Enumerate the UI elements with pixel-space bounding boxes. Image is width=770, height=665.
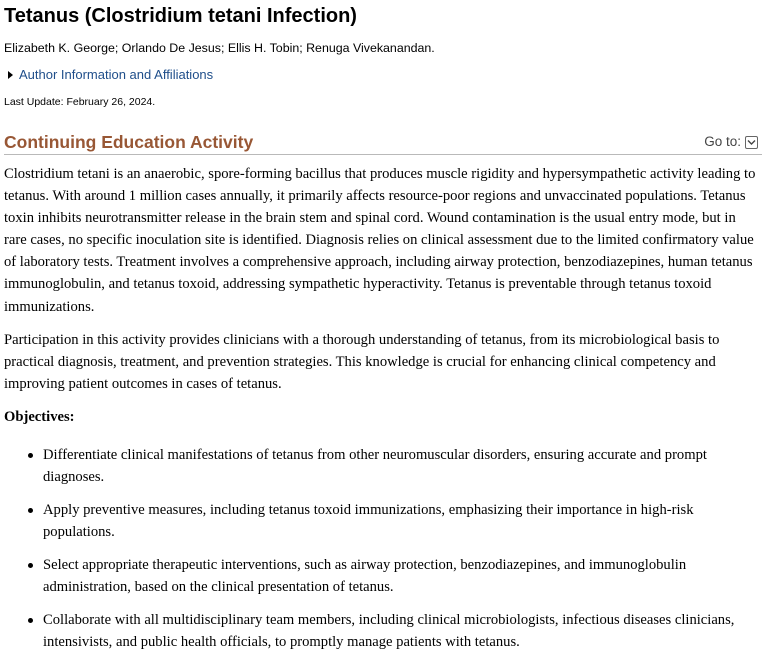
objectives-list: [0, 444, 761, 664]
bullet-icon: [28, 453, 33, 458]
last-update-label: Last Update:: [4, 96, 64, 108]
objectives-heading: Objectives:: [4, 409, 75, 425]
list-item: [0, 444, 761, 488]
section-divider: [4, 154, 762, 155]
triangle-right-icon: [8, 71, 13, 79]
goto-label: Go to:: [704, 134, 741, 149]
author-affiliations-link[interactable]: Author Information and Affiliations: [19, 67, 214, 82]
objective-text: Select appropriate therapeutic interventions, such as airway protection, benzodiazepines, and immunoglobulin administration, based on the clinical presentation of tetanus.: [43, 557, 687, 595]
section-title: Continuing Education Activity: [4, 132, 254, 152]
participation-paragraph: Participation in this activity provides clinicians with a thorough understanding of tetanus, from its microbiological basis to practical diagnosis, treatment, and prevention strategies. This knowledge is crucial for enhancing clinical competency and improving patient outcomes in cases of tetanus.: [4, 332, 720, 393]
objective-text: Differentiate clinical manifestations of tetanus from other neuromuscular disorders, ensuring accurate and prompt diagnoses.: [43, 447, 707, 485]
list-item: [0, 554, 761, 598]
objective-text: Apply preventive measures, including tetanus toxoid immunizations, emphasizing their importance in high-risk populations.: [43, 502, 694, 540]
chevron-down-icon[interactable]: [745, 136, 758, 149]
bullet-icon: [28, 508, 33, 513]
article-title: Tetanus (Clostridium tetani Infection): [4, 5, 357, 27]
last-update: [4, 95, 155, 109]
goto-menu[interactable]: [704, 134, 758, 150]
objective-text: Collaborate with all multidisciplinary team members, including clinical microbiologists, infectious diseases clinicians, intensivists, and public health officials, to promptly manage patients with tetanus.: [43, 612, 735, 650]
list-item: [0, 609, 761, 653]
author-affiliations-toggle[interactable]: [8, 67, 213, 83]
last-update-date: February 26, 2024.: [66, 96, 156, 108]
author-list: Elizabeth K. George; Orlando De Jesus; Ellis H. Tobin; Renuga Vivekanandan.: [4, 41, 435, 55]
intro-paragraph: Clostridium tetani is an anaerobic, spore-forming bacillus that produces muscle rigidity and hypersympathetic activity leading to tetanus. With around 1 million cases annually, it primarily affects resource-poor regions and unvaccinated populations. Tetanus toxin inhibits neurotransmitter release in the brain stem and spinal cord. Wound contamination is the usual entry mode, but in rare cases, no specific inoculation site is identified. Diagnosis relies on clinical assessment due to the limited confirmatory value of laboratory tests. Treatment involves a comprehensive approach, including airway protection, benzodiazepines, human tetanus immunoglobulin, and tetanus toxoid, addressing sympathetic hyperactivity. Tetanus is preventable through tetanus toxoid immunizations.: [4, 166, 756, 315]
bullet-icon: [28, 618, 33, 623]
list-item: [0, 499, 761, 543]
bullet-icon: [28, 563, 33, 568]
